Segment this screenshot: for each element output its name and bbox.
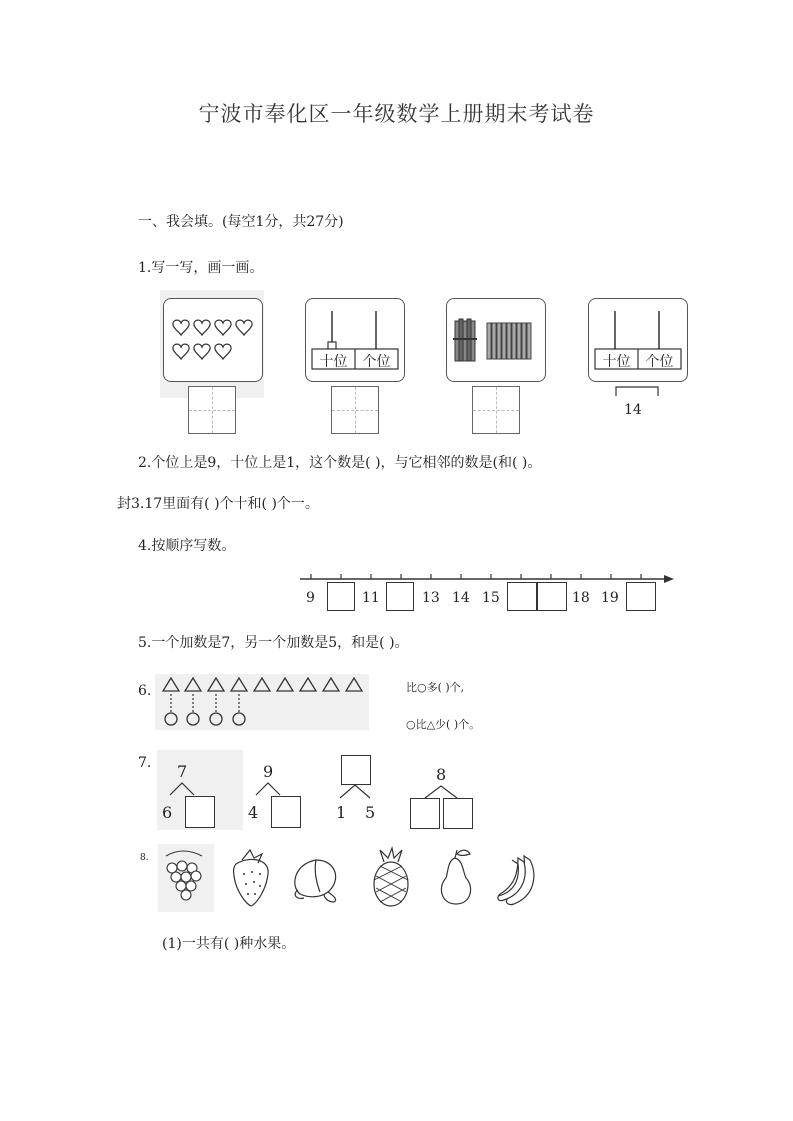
circle-icon bbox=[187, 713, 199, 725]
number-line-15: 15 bbox=[482, 590, 500, 606]
bond-3-box[interactable] bbox=[341, 755, 371, 785]
number-line-14: 14 bbox=[452, 590, 470, 606]
bond-4-top: 8 bbox=[436, 765, 447, 784]
number-line-box-4[interactable] bbox=[537, 582, 567, 611]
triangle-icon bbox=[254, 678, 270, 691]
number-line-19: 19 bbox=[601, 590, 619, 606]
answer-grid-2[interactable] bbox=[331, 386, 379, 434]
circle-icon bbox=[210, 713, 222, 725]
number-line-9: 9 bbox=[306, 590, 315, 606]
triangle-icon bbox=[346, 678, 362, 691]
bead-icon bbox=[328, 342, 336, 349]
question-4-text: 4.按顺序写数。 bbox=[138, 538, 236, 554]
triangle-icon bbox=[185, 678, 201, 691]
sticks-card bbox=[446, 298, 546, 382]
triangle-icon bbox=[277, 678, 293, 691]
question-3-text: 封3.17里面有( )个十和( )个一。 bbox=[117, 496, 319, 512]
number-line-box-1[interactable] bbox=[327, 582, 355, 611]
grapes-icon bbox=[166, 851, 202, 900]
question-8-number: 8. bbox=[140, 853, 149, 863]
heart-icon bbox=[215, 344, 231, 359]
heart-icon bbox=[215, 320, 231, 335]
tens-label: 十位 bbox=[319, 354, 348, 370]
pear-icon bbox=[441, 850, 470, 904]
bond-2-left: 4 bbox=[248, 803, 259, 822]
heart-icon bbox=[194, 344, 210, 359]
triangle-icon bbox=[300, 678, 316, 691]
sticks-illustration bbox=[447, 299, 545, 381]
fruits-illustration bbox=[158, 846, 558, 912]
heart-icon bbox=[194, 320, 210, 335]
bond-2-box[interactable] bbox=[271, 796, 301, 828]
question-6-number: 6. bbox=[138, 683, 152, 699]
bond-4-box-right[interactable] bbox=[443, 798, 473, 829]
bond-1-top: 7 bbox=[177, 762, 188, 781]
pineapple-icon bbox=[374, 848, 408, 906]
answer-grid-1[interactable] bbox=[188, 386, 236, 434]
number-line-box-5[interactable] bbox=[626, 582, 656, 611]
hearts-illustration bbox=[164, 299, 262, 381]
bracket-icon bbox=[614, 384, 660, 398]
heart-icon bbox=[173, 344, 189, 359]
bundle-icon bbox=[453, 319, 477, 361]
ones-label: 个位 bbox=[362, 354, 391, 370]
circle-icon bbox=[233, 713, 245, 725]
bond-2-top: 9 bbox=[263, 762, 274, 781]
section-1-heading: 一、我会填。(每空1分，共27分) bbox=[138, 214, 344, 230]
question-5-text: 5.一个加数是7，另一个加数是5，和是( )。 bbox=[138, 635, 409, 651]
hearts-card bbox=[163, 298, 263, 382]
question-2-text: 2.个位上是9，十位上是1，这个数是( )，与它相邻的数是(和( )。 bbox=[138, 455, 542, 471]
bond-3-right: 5 bbox=[365, 803, 376, 822]
question-8-sub-1: (1)一共有( )种水果。 bbox=[162, 936, 296, 952]
banana-icon bbox=[498, 856, 534, 905]
strawberry-icon bbox=[234, 850, 269, 906]
number-line-box-3[interactable] bbox=[507, 582, 537, 611]
bond-1-box[interactable] bbox=[185, 796, 215, 828]
abacus-card-2 bbox=[588, 298, 688, 382]
ones-label-2: 个位 bbox=[645, 354, 674, 370]
given-number-14: 14 bbox=[624, 402, 642, 418]
number-line-13: 13 bbox=[422, 590, 440, 606]
number-line-11: 11 bbox=[362, 590, 380, 606]
question-1-text: 1.写一写，画一画。 bbox=[138, 260, 264, 276]
answer-grid-3[interactable] bbox=[472, 386, 520, 434]
loose-sticks-icon bbox=[487, 323, 531, 359]
question-6-line-1: 比○多( )个, bbox=[406, 681, 465, 694]
page-title: 宁波市奉化区一年级数学上册期末考试卷 bbox=[198, 102, 595, 126]
triangle-icon bbox=[208, 678, 224, 691]
bond-4-box-left[interactable] bbox=[410, 798, 440, 829]
heart-icon bbox=[173, 320, 189, 335]
bond-4-branches bbox=[415, 783, 475, 799]
triangle-icon bbox=[323, 678, 339, 691]
heart-icon bbox=[236, 320, 252, 335]
triangles-circles-illustration bbox=[158, 676, 370, 728]
bond-3-branches bbox=[330, 782, 390, 800]
triangle-icon bbox=[231, 678, 247, 691]
bond-2-branches bbox=[248, 780, 308, 796]
number-line-box-2[interactable] bbox=[386, 582, 414, 611]
circle-icon bbox=[165, 713, 177, 725]
abacus-card-1 bbox=[305, 298, 405, 382]
question-6-line-2: ○比△少( )个。 bbox=[406, 718, 481, 731]
triangle-icon bbox=[163, 678, 179, 691]
peach-icon bbox=[295, 860, 336, 902]
tens-label-2: 十位 bbox=[602, 354, 631, 370]
question-7-number: 7. bbox=[138, 755, 152, 771]
bond-1-left: 6 bbox=[162, 803, 173, 822]
bond-1-branches bbox=[162, 780, 222, 796]
number-line-18: 18 bbox=[572, 590, 590, 606]
bond-3-left: 1 bbox=[336, 803, 347, 822]
